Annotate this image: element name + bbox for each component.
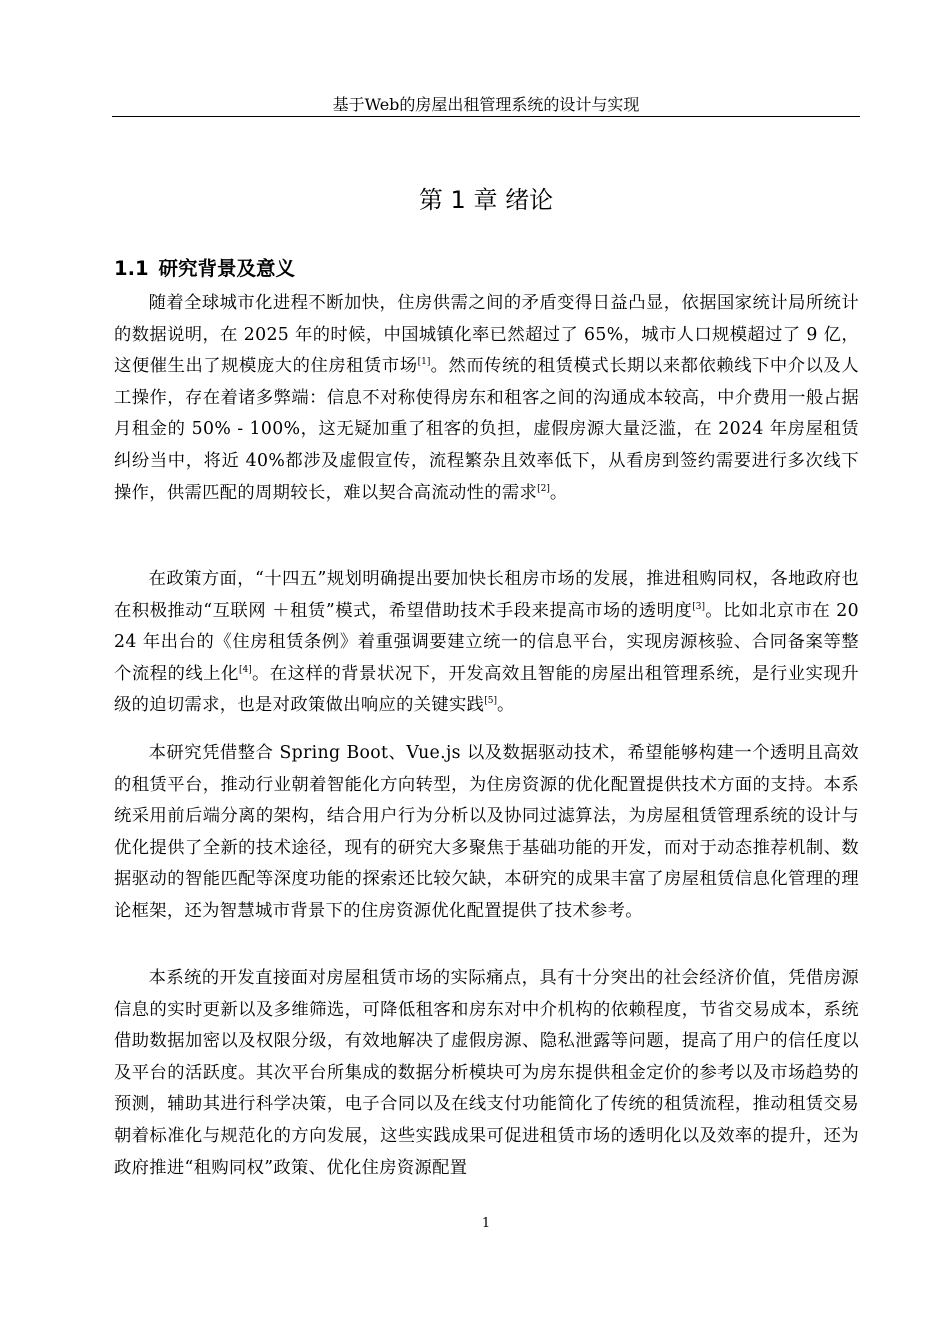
paragraph-text-segment: 。在这样的背景状况下，开发高效且智能的房屋出租管理系统，是行业实现升级的迫切需求，也是对政策做出响应的关键实践 <box>114 663 860 716</box>
citation: [2] <box>537 483 550 494</box>
citation: [5] <box>484 696 498 707</box>
header-divider <box>112 116 860 117</box>
paragraph-text-segment: 随着全球城市化进程不断加快，住房供需之间的矛盾变得日益凸显，依据国家统计局所统计的数据说明，在 2025 年的时候，中国城镇化率已然超过了 65%，城市人口规模超过了 9 亿，这便催生出了规模庞大的住房租赁市场 <box>114 293 859 377</box>
running-header: 基于Web的房屋出租管理系统的设计与实现 <box>332 95 640 114</box>
paragraph-research-approach: 本研究凭借整合 Spring Boot、Vue.js 以及数据驱动技术，希望能够构建一个透明且高效的租赁平台，推动行业朝着智能化方向转型，为住房资源的优化配置提供技术方面的支持。本系统采用前后端分离的架构，结合用户行为分析以及协同过滤算法，为房屋租赁管理系统的设计与优化提供了全新的技术途径，现有的研究大多聚焦于基础功能的开发，而对于动态推荐机制、数据驱动的智能匹配等深度功能的探索还比较欠缺，本研究的成果丰富了房屋租赁信息化管理的理论框架，还为智慧城市背景下的住房资源优化配置提供了技术参考。 <box>114 743 859 921</box>
paragraph-policy <box>114 564 859 722</box>
section-heading <box>114 255 295 283</box>
citation: [1] <box>417 357 431 368</box>
citation: [4] <box>239 664 252 675</box>
paragraph-social-value: 本系统的开发直接面对房屋租赁市场的实际痛点，具有十分突出的社会经济价值，凭借房源信息的实时更新以及多维筛选，可降低租客和房东对中介机构的依赖程度，节省交易成本，系统借助数据加密以及权限分级，有效地解决了虚假房源、隐私泄露等问题，提高了用户的信任度以及平台的活跃度。其次平台所集成的数据分析模块可为房东提供租金定价的参考以及市场趋势的预测，辅助其进行科学决策，电子合同以及在线支付功能简化了传统的租赁流程，推动租赁交易朝着标准化与规范化的方向发展，这些实践成果可促进租赁市场的透明化以及效率的提升，还为政府推进“租购同权”政策、优化住房资源配置 <box>114 968 859 1178</box>
paragraph-text-segment: 。 <box>549 482 568 503</box>
page-number: 1 <box>481 1216 491 1231</box>
section-number: 1.1 <box>114 257 149 280</box>
paragraph-text-segment: 。然而传统的租赁模式长期以来都依赖线下中介以及人工操作，存在着诸多弊端：信息不对称使得房东和租客之间的沟通成本较高，中介费用一般占据月租金的 50% - 100%，这无疑加重了租客的负担，虚假房源大量泛滥，在 2024 年房屋租赁纠纷当中，将近 40%都涉及虚假宣传，流程繁杂且效率低下，从看房到签约需要进行多次线下操作，供需匹配的周期较长，难以契合高流动性的需求 <box>114 356 860 503</box>
citation: [3] <box>692 601 706 612</box>
paragraph-text-segment: 。 <box>497 695 515 716</box>
paragraph-text-segment: 在政策方面，“十四五”规划明确提出要加快长租房市场的发展，推进租购同权，各地政府也在积极推动“互联网 ＋租赁”模式，希望借助技术手段来提高市场的透明度 <box>114 569 859 621</box>
chapter-title: 第 1 章 绪论 <box>418 186 554 214</box>
paragraph-background <box>114 288 859 509</box>
paragraph-text-segment: 。比如北京市在 2024 年出台的《住房租赁条例》着重强调要建立统一的信息平台，实现房源核验、合同备案等整个流程的线上化 <box>114 600 859 684</box>
section-title: 研究背景及意义 <box>158 257 296 280</box>
